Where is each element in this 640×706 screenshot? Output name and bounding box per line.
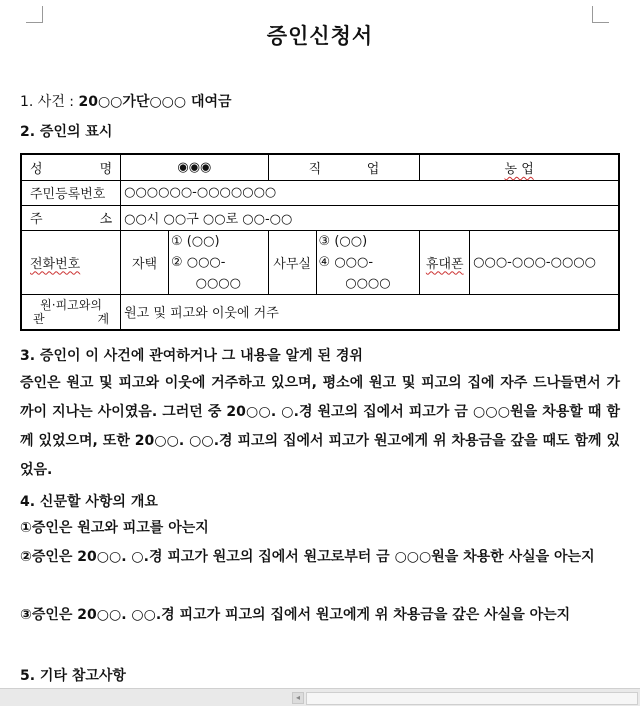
relation-label: 원·피고와의 관 계 xyxy=(21,294,121,330)
rrn-label: 주민등록번호 xyxy=(21,180,121,205)
document-title: 증인신청서 xyxy=(266,23,374,48)
scroll-left-icon[interactable]: ◂ xyxy=(292,692,304,704)
section4-heading: 4. 신문할 사항의 개요 xyxy=(20,494,158,510)
mobile-label: 휴대폰 xyxy=(420,230,470,294)
scrollbar-thumb[interactable] xyxy=(306,692,638,705)
office-label: 사무실 xyxy=(268,230,316,294)
phone-label: 전화번호 xyxy=(21,230,121,294)
witness-table xyxy=(20,153,620,331)
rrn-value: ○○○○○○-○○○○○○○ xyxy=(121,180,619,205)
witness-heading: 2. 증인의 표시 xyxy=(20,124,113,140)
relation-value: 원고 및 피고와 이웃에 거주 xyxy=(121,294,619,330)
section3-heading: 3. 증인이 이 사건에 관여하거나 그 내용을 알게 된 경위 xyxy=(20,348,363,364)
question-2: ②증인은 20○○. ○.경 피고가 원고의 집에서 원고로부터 금 ○○○원을 차용한 사실을 아는지 xyxy=(20,549,595,565)
job-label: 직 업 xyxy=(268,154,420,180)
office-phone: ③ (○○) ④ ○○○- ○○○○ xyxy=(316,230,420,294)
name-label: 성 명 xyxy=(21,154,121,180)
case-line: 1. 사건 : 20○○가단○○○ 대여금 xyxy=(20,94,232,110)
address-label: 주 소 xyxy=(21,205,121,230)
question-3: ③증인은 20○○. ○○.경 피고가 피고의 집에서 원고에게 위 차용금을 갚은 사실을 아는지 xyxy=(20,607,571,623)
horizontal-scrollbar[interactable] xyxy=(0,688,640,706)
question-1: ①증인은 원고와 피고를 아는지 xyxy=(20,520,209,536)
job-value: 농 업 xyxy=(420,154,619,180)
mobile-value: ○○○-○○○-○○○○ xyxy=(470,230,619,294)
home-label: 자택 xyxy=(121,230,169,294)
section5-heading: 5. 기타 참고사항 xyxy=(20,668,126,684)
address-value: ○○시 ○○구 ○○로 ○○-○○ xyxy=(121,205,619,230)
home-phone: ① (○○) ② ○○○- ○○○○ xyxy=(168,230,268,294)
name-value: ◉◉◉ xyxy=(121,154,269,180)
section3-body: 증인은 원고 및 피고와 이웃에 거주하고 있으며, 평소에 원고 및 피고의 집에 자주 드나들면서 가까이 지나는 사이였음. 그러던 중 20○○. ○.경 원고의 집에서 피고가 금 ○○○원을 차용할 때 함께 있었으며, 또한 20○○. ○○.경 피고의 집에서 피고가 원고에게 위 차용금을 갚을 때도 함께 있었음. xyxy=(20,375,620,478)
